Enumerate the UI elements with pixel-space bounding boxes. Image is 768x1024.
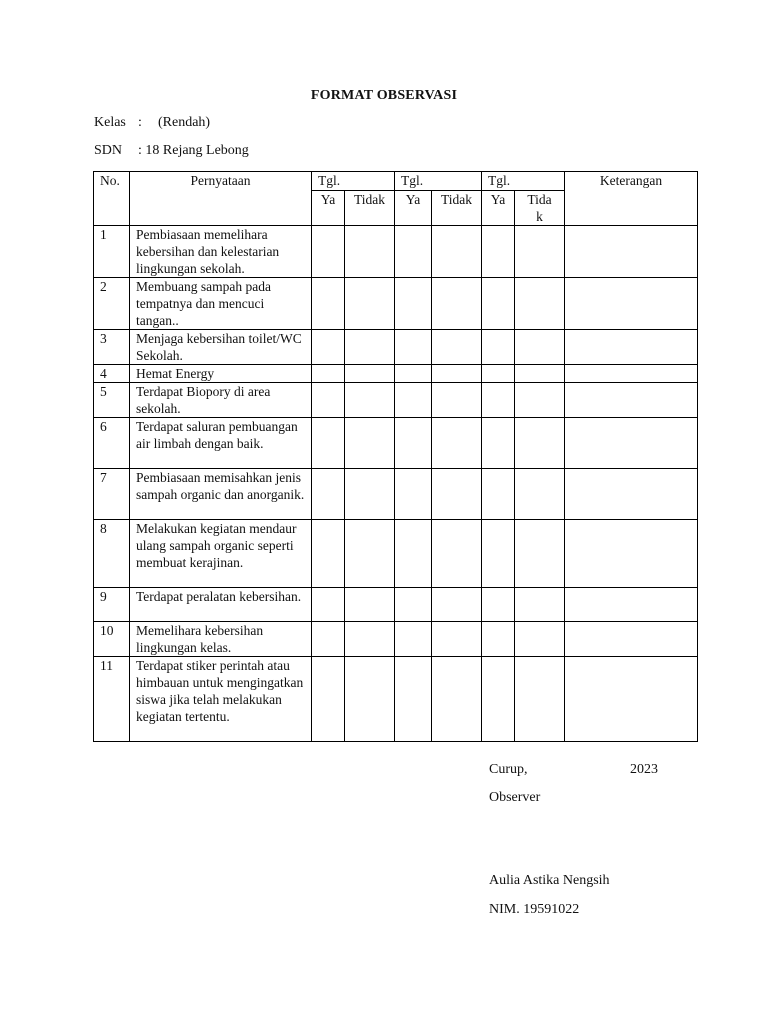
ya-1-cell[interactable] [312,588,345,622]
row-number: 3 [94,330,130,365]
keterangan-cell[interactable] [565,226,698,278]
sdn-separator: : [138,143,142,158]
signature-role: Observer [489,790,541,805]
ya-1-cell[interactable] [312,365,345,383]
header-tgl-3: Tgl. [482,172,565,191]
table-row [94,520,698,588]
row-pernyataan: Terdapat peralatan kebersihan. [130,588,312,622]
tidak-2-cell[interactable] [432,278,482,330]
keterangan-cell[interactable] [565,365,698,383]
ya-1-cell[interactable] [312,383,345,418]
tidak-1-cell[interactable] [345,226,395,278]
kelas-value: (Rendah) [158,115,211,130]
signature-name: Aulia Astika Nengsih [489,873,610,888]
ya-1-cell[interactable] [312,622,345,657]
ya-1-cell[interactable] [312,657,345,742]
ya-3-cell[interactable] [482,330,515,365]
row-pernyataan: Terdapat saluran pembuangan air limbah dengan baik. [130,418,312,469]
tidak-1-cell[interactable] [345,520,395,588]
kelas-label: Kelas [94,115,126,130]
ya-1-cell[interactable] [312,469,345,520]
keterangan-cell[interactable] [565,418,698,469]
tidak-1-cell[interactable] [345,330,395,365]
subheader-ya-3: Ya [482,191,515,226]
observation-table [93,171,698,742]
tidak-3-cell[interactable] [515,657,565,742]
table-row [94,330,698,365]
table-row [94,383,698,418]
keterangan-cell[interactable] [565,330,698,365]
tidak-2-cell[interactable] [432,418,482,469]
keterangan-cell[interactable] [565,469,698,520]
sdn-value: 18 Rejang Lebong [145,143,249,158]
tidak-2-cell[interactable] [432,588,482,622]
table-row [94,588,698,622]
ya-1-cell[interactable] [312,330,345,365]
keterangan-cell[interactable] [565,588,698,622]
ya-3-cell[interactable] [482,622,515,657]
ya-1-cell[interactable] [312,278,345,330]
tidak-1-cell[interactable] [345,469,395,520]
ya-3-cell[interactable] [482,520,515,588]
document-title: FORMAT OBSERVASI [310,88,458,103]
row-number: 11 [94,657,130,742]
table-row [94,365,698,383]
tidak-3-cell[interactable] [515,365,565,383]
tidak-1-cell[interactable] [345,383,395,418]
tidak-2-cell[interactable] [432,383,482,418]
tidak-3-cell[interactable] [515,520,565,588]
subheader-ya-2: Ya [395,191,432,226]
ya-1-cell[interactable] [312,520,345,588]
ya-3-cell[interactable] [482,278,515,330]
ya-2-cell[interactable] [395,469,432,520]
ya-1-cell[interactable] [312,418,345,469]
header-keterangan: Keterangan [565,172,698,226]
tidak-2-cell[interactable] [432,226,482,278]
tidak-1-cell[interactable] [345,588,395,622]
ya-3-cell[interactable] [482,226,515,278]
tidak-3-cell[interactable] [515,330,565,365]
ya-3-cell[interactable] [482,657,515,742]
row-number: 2 [94,278,130,330]
row-number: 6 [94,418,130,469]
header-tgl-1: Tgl. [312,172,395,191]
kelas-separator: : [138,115,142,130]
tidak-2-cell[interactable] [432,520,482,588]
row-pernyataan: Hemat Energy [130,365,312,383]
tidak-3-cell[interactable] [515,622,565,657]
keterangan-cell[interactable] [565,622,698,657]
table-row [94,622,698,657]
header-pernyataan: Pernyataan [130,172,312,226]
signature-nim: NIM. 19591022 [489,902,580,917]
header-tgl-2: Tgl. [395,172,482,191]
tidak-1-cell[interactable] [345,278,395,330]
tidak-3-cell[interactable] [515,469,565,520]
keterangan-cell[interactable] [565,657,698,742]
subheader-tidak-2: Tidak [432,191,482,226]
row-number: 4 [94,365,130,383]
ya-3-cell[interactable] [482,469,515,520]
row-pernyataan: Melakukan kegiatan mendaur ulang sampah organic seperti membuat kerajinan. [130,520,312,588]
ya-2-cell[interactable] [395,588,432,622]
tidak-2-cell[interactable] [432,469,482,520]
ya-2-cell[interactable] [395,278,432,330]
row-number: 5 [94,383,130,418]
ya-2-cell[interactable] [395,657,432,742]
table-row [94,278,698,330]
keterangan-cell[interactable] [565,520,698,588]
tidak-3-cell[interactable] [515,383,565,418]
kelas-line [94,115,210,131]
row-number: 7 [94,469,130,520]
ya-2-cell[interactable] [395,330,432,365]
signature-city: Curup, [489,762,528,777]
row-number: 8 [94,520,130,588]
subheader-tidak-1: Tidak [345,191,395,226]
tidak-3-cell[interactable] [515,418,565,469]
ya-1-cell[interactable] [312,226,345,278]
row-pernyataan: Membuang sampah pada tempatnya dan mencuci tangan.. [130,278,312,330]
table-row [94,469,698,520]
sdn-line [94,143,249,159]
tidak-1-cell[interactable] [345,365,395,383]
tidak-3-cell[interactable] [515,588,565,622]
keterangan-cell[interactable] [565,383,698,418]
row-number: 10 [94,622,130,657]
ya-3-cell[interactable] [482,383,515,418]
subheader-tidak-3: Tida k [515,191,565,226]
ya-3-cell[interactable] [482,588,515,622]
ya-2-cell[interactable] [395,622,432,657]
ya-3-cell[interactable] [482,365,515,383]
header-no: No. [94,172,130,226]
row-pernyataan: Menjaga kebersihan toilet/WC Sekolah. [130,330,312,365]
ya-2-cell[interactable] [395,520,432,588]
tidak-2-cell[interactable] [432,657,482,742]
tidak-2-cell[interactable] [432,330,482,365]
table-row [94,657,698,742]
row-number: 9 [94,588,130,622]
tidak-1-cell[interactable] [345,657,395,742]
tidak-3-cell[interactable] [515,226,565,278]
keterangan-cell[interactable] [565,278,698,330]
row-pernyataan: Pembiasaan memelihara kebersihan dan kelestarian lingkungan sekolah. [130,226,312,278]
row-pernyataan: Memelihara kebersihan lingkungan kelas. [130,622,312,657]
sdn-label: SDN [94,143,123,158]
row-number: 1 [94,226,130,278]
ya-2-cell[interactable] [395,226,432,278]
ya-2-cell[interactable] [395,383,432,418]
tidak-1-cell[interactable] [345,622,395,657]
table-row [94,226,698,278]
ya-2-cell[interactable] [395,365,432,383]
table-row [94,418,698,469]
subheader-ya-1: Ya [312,191,345,226]
tidak-3-cell[interactable] [515,278,565,330]
row-pernyataan: Terdapat stiker perintah atau himbauan untuk mengingatkan siswa jika telah melakukan kegiatan tertentu. [130,657,312,742]
tidak-2-cell[interactable] [432,622,482,657]
signature-year: 2023 [630,762,658,777]
row-pernyataan: Terdapat Biopory di area sekolah. [130,383,312,418]
tidak-2-cell[interactable] [432,365,482,383]
tidak-1-cell[interactable] [345,418,395,469]
row-pernyataan: Pembiasaan memisahkan jenis sampah organic dan anorganik. [130,469,312,520]
ya-2-cell[interactable] [395,418,432,469]
ya-3-cell[interactable] [482,418,515,469]
